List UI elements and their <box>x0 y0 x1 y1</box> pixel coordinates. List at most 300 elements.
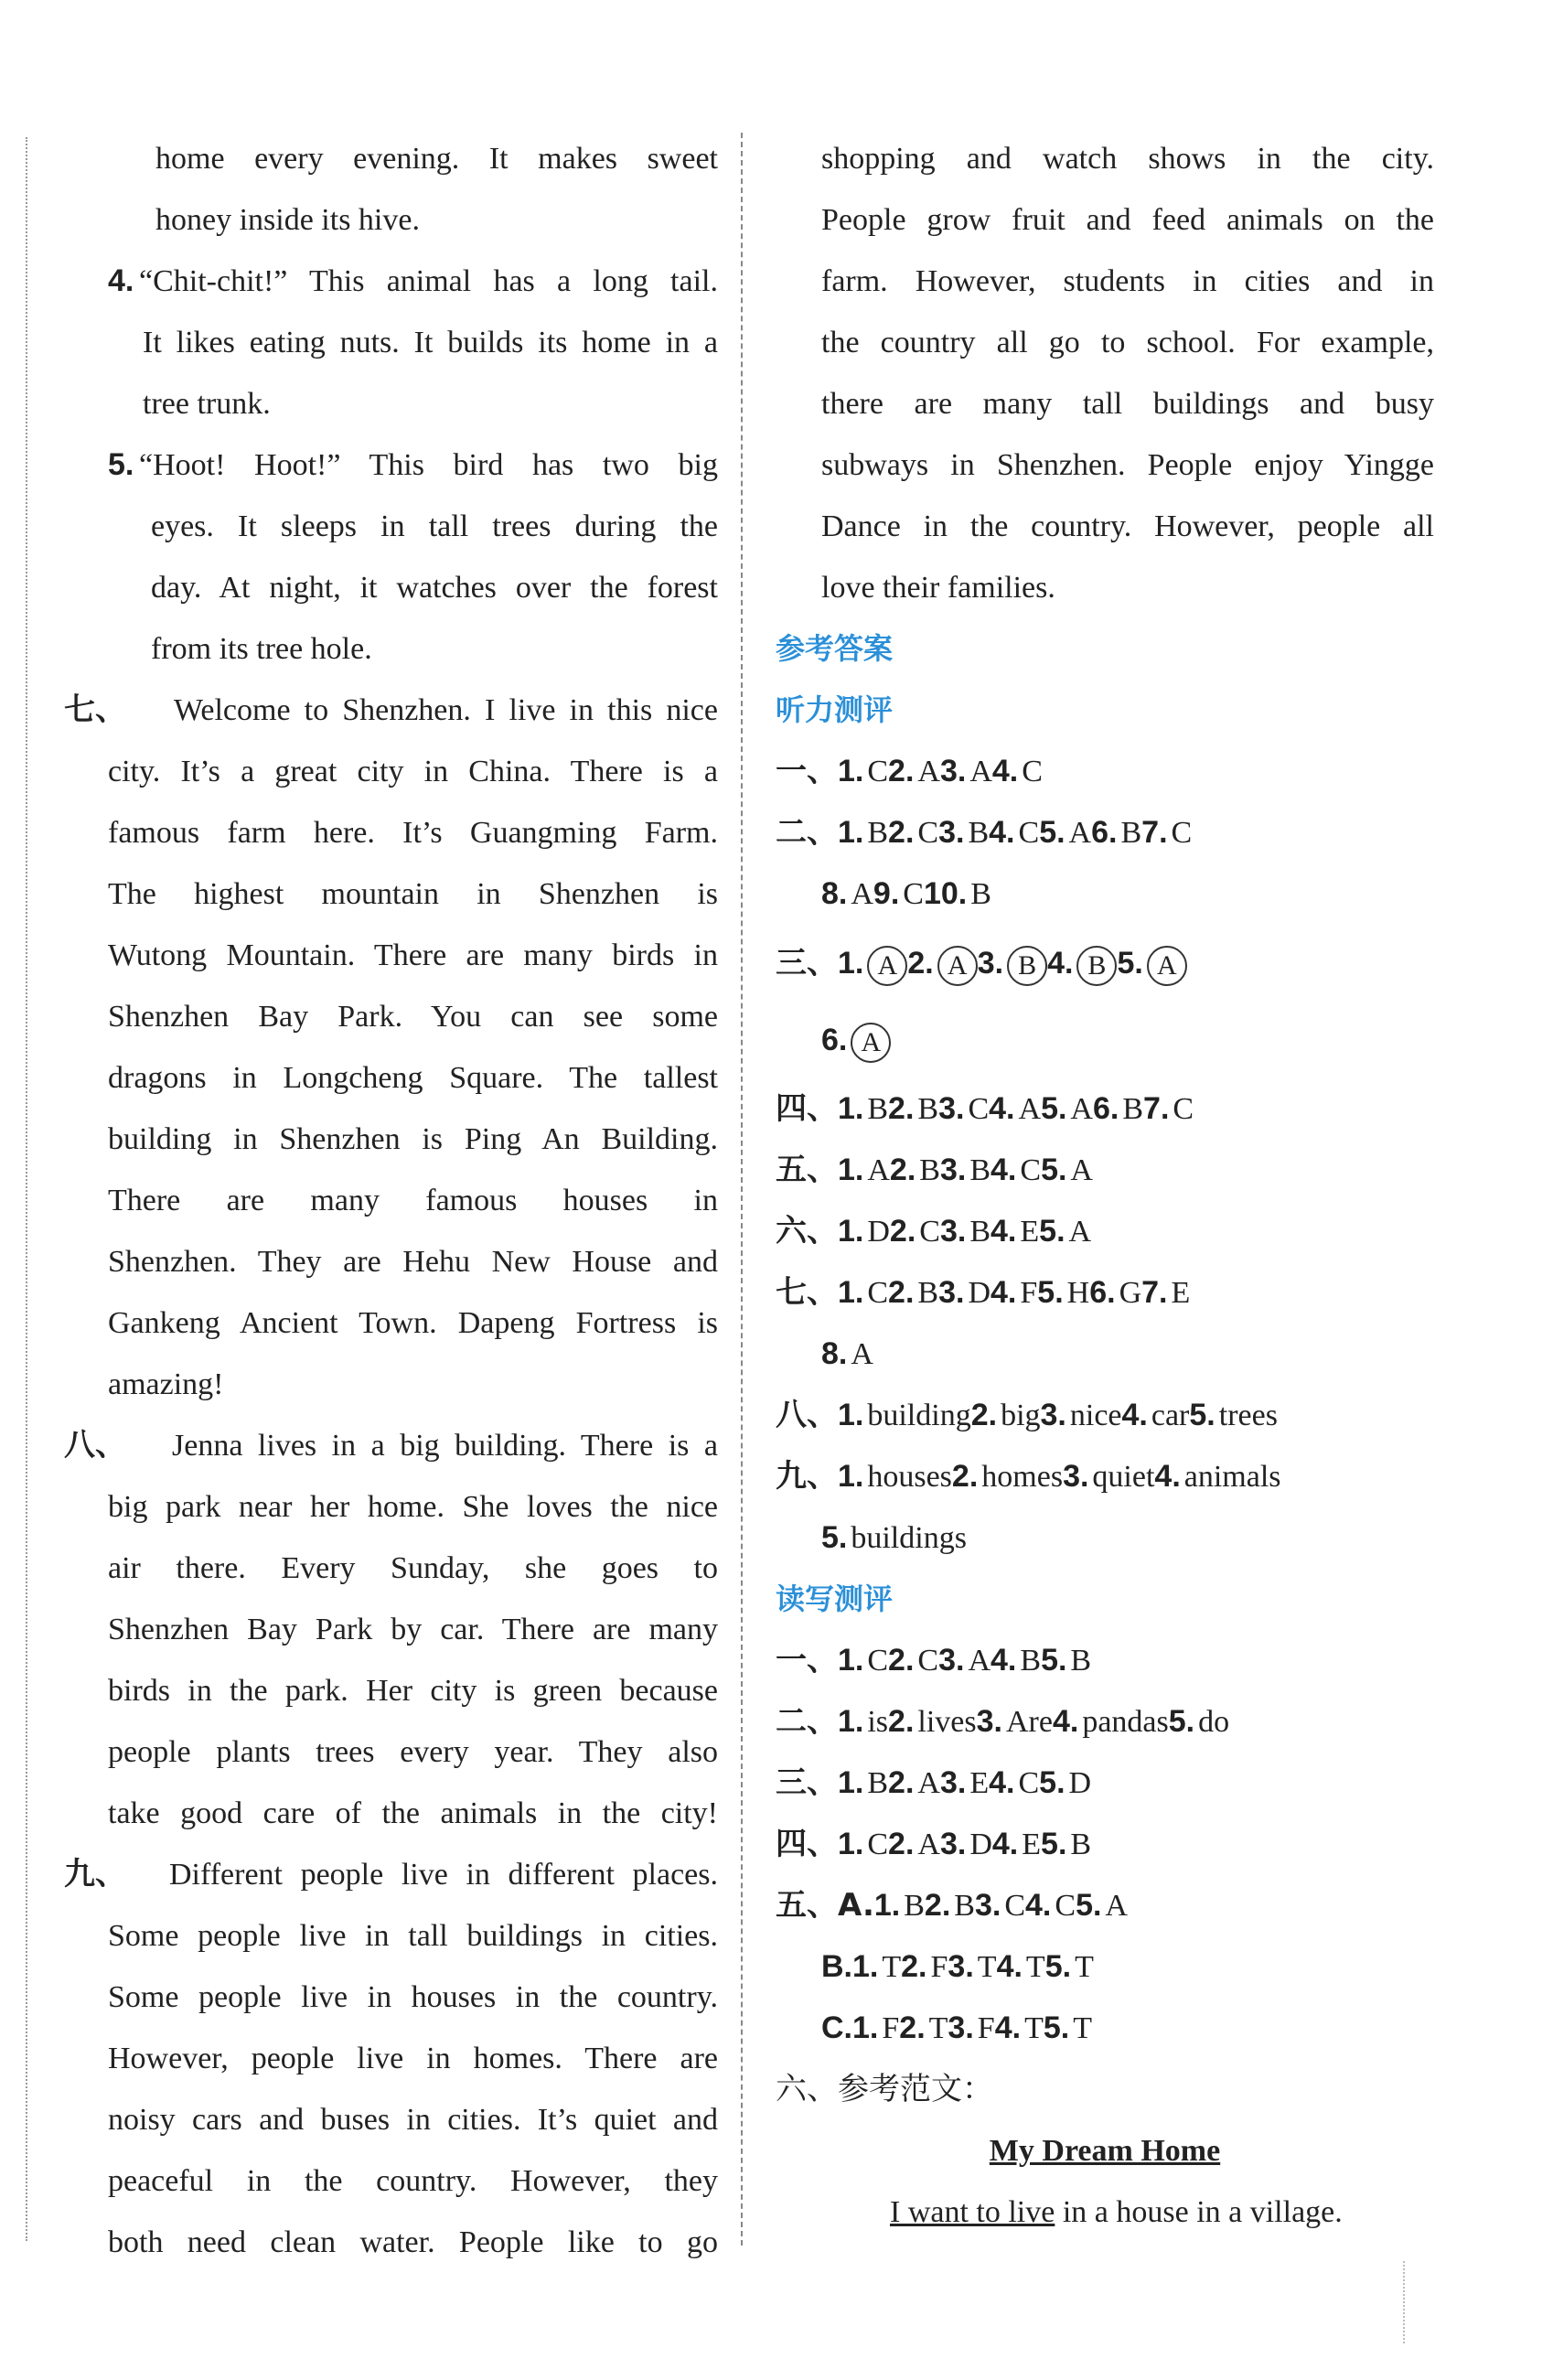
text-line: Some people live in tall buildings in cities. <box>108 1919 718 1953</box>
question-number: 1. <box>838 1827 864 1861</box>
answer-row <box>776 863 1434 925</box>
question-number: 10. <box>923 876 968 911</box>
answer-value: D <box>968 1276 991 1310</box>
answer-item <box>940 1814 992 1875</box>
answer-item <box>838 741 888 802</box>
question-number: 3. <box>938 1091 965 1126</box>
answer-value: B <box>954 1889 975 1923</box>
answer-value: C <box>1018 1766 1040 1800</box>
question-number: 1. <box>838 1275 864 1310</box>
answer-value: trees <box>1218 1399 1278 1432</box>
answer-item <box>1041 1140 1093 1201</box>
answer-item <box>991 1262 1037 1324</box>
question-number: 1. <box>852 1949 879 1984</box>
answer-value: E <box>1171 1276 1191 1310</box>
text-line: there are many tall buildings and busy <box>821 387 1434 421</box>
answer-value: A <box>851 877 873 911</box>
question-number: 5. <box>1043 2010 1070 2045</box>
answer-value: B <box>1122 1092 1144 1126</box>
answer-item <box>838 1446 952 1507</box>
answer-item <box>852 1936 901 1998</box>
item-5 <box>64 434 718 496</box>
reading-answers <box>776 1630 1434 2059</box>
section-number: 七、 <box>776 1274 838 1311</box>
answer-value: T <box>1024 2011 1044 2045</box>
answer-value: B <box>969 1153 991 1187</box>
answer-item <box>907 925 977 1002</box>
answer-value: C <box>1020 1153 1042 1187</box>
answer-value: lives <box>917 1705 977 1739</box>
question-number: 6. <box>1091 815 1118 850</box>
answer-value: F <box>930 1950 948 1984</box>
passage-continued <box>776 128 1434 618</box>
text-line: subways in Shenzhen. People enjoy Yingge <box>821 448 1434 482</box>
question-number: 4. <box>989 815 1015 850</box>
question-number: 4. <box>991 1827 1019 1861</box>
question-number: 6. <box>1092 1091 1119 1126</box>
answer-value: T <box>882 1950 902 1984</box>
answer-row <box>776 1875 1434 1936</box>
question-number: 5. <box>1041 1091 1067 1126</box>
answer-item <box>821 863 873 925</box>
answer-value: C <box>919 1215 940 1249</box>
answer-item <box>838 802 888 863</box>
question-number: 1. <box>838 754 864 788</box>
question-number: 5. <box>1039 815 1065 850</box>
section-number: 九、 <box>776 1458 838 1495</box>
text-line: amazing! <box>108 1367 224 1401</box>
answer-value: B <box>867 1092 889 1126</box>
binding-margin-line <box>26 137 27 2241</box>
answer-value: A <box>867 1153 890 1187</box>
answer-item <box>1141 802 1192 863</box>
question-number: 6. <box>1089 1275 1116 1310</box>
text-line: day. At night, it watches over the forest <box>151 571 718 605</box>
circled-answer: A <box>867 946 907 986</box>
answer-value: A <box>968 1644 991 1678</box>
text-line: love their families. <box>821 571 1055 605</box>
left-column <box>64 128 718 2273</box>
answer-value: F <box>1020 1276 1038 1310</box>
section-number: 九、 <box>64 1856 126 1892</box>
answer-value: D <box>1068 1766 1092 1800</box>
text-line: The highest mountain in Shenzhen is <box>108 877 718 911</box>
answer-value: T <box>977 1950 997 1984</box>
text-line: air there. Every Sunday, she goes to <box>108 1551 718 1585</box>
answer-item <box>888 1691 977 1753</box>
question-number: 5. <box>1039 1765 1065 1800</box>
answer-row <box>776 1936 1434 1998</box>
item-4 <box>64 251 718 312</box>
answer-item <box>888 1630 938 1691</box>
circled-answer: B <box>1076 946 1117 986</box>
question-number: 5. <box>1041 1643 1067 1678</box>
answer-item <box>838 1201 890 1262</box>
question-number: 7. <box>1143 1091 1170 1126</box>
question-number: 5. <box>1044 1949 1072 1984</box>
answer-item <box>925 1875 975 1936</box>
answer-value: A <box>1070 1092 1093 1126</box>
answer-item <box>821 1324 873 1385</box>
answer-value: E <box>1020 1215 1040 1249</box>
text-line: noisy cars and buses in cities. It’s quiet and <box>108 2103 718 2137</box>
question-number: 4. <box>991 1152 1017 1187</box>
answer-item <box>1143 1078 1194 1140</box>
essay-text: in a house in a village. <box>1055 2195 1343 2229</box>
answer-item <box>1041 1385 1122 1446</box>
question-number: 6. <box>821 1023 848 1057</box>
answer-value: C <box>867 1828 889 1861</box>
answer-item <box>940 1140 991 1201</box>
question-number: 2. <box>901 1949 927 1984</box>
answer-item <box>938 802 989 863</box>
question-number: 3. <box>939 1765 967 1800</box>
answer-item <box>890 1140 940 1201</box>
question-number: 3. <box>1040 1398 1066 1432</box>
text-line: building in Shenzhen is Ping An Building. <box>108 1122 718 1156</box>
answer-row <box>776 802 1434 863</box>
answer-value: A <box>1068 816 1092 850</box>
question-number: 2. <box>924 1888 951 1923</box>
question-number: 3. <box>948 2010 974 2045</box>
question-number: 5. <box>821 1520 848 1555</box>
text-line: Different people live in different places. <box>169 1858 718 1892</box>
answer-item <box>1045 1936 1094 1998</box>
question-number: 5. <box>1076 1888 1102 1923</box>
question-number: 3. <box>976 1704 1002 1739</box>
question-number: 4. <box>1121 1398 1148 1432</box>
question-number: 3. <box>938 815 965 850</box>
question-number: 3. <box>939 754 967 788</box>
essay-underlined-text: I want to live <box>890 2195 1055 2229</box>
section-number: 三、 <box>776 945 838 981</box>
answer-value: Are <box>1005 1705 1053 1739</box>
essay-title: My Dream Home <box>989 2134 1221 2168</box>
text-line: Jenna lives in a big building. There is a <box>172 1429 718 1463</box>
text-line: shopping and watch shows in the city. <box>821 142 1434 176</box>
text-line: However, people live in homes. There are <box>108 2042 718 2075</box>
question-number: 2. <box>970 1398 998 1432</box>
answer-value: C <box>1171 816 1193 850</box>
question-number: 3. <box>1063 1459 1089 1494</box>
section-number: 四、 <box>776 1090 838 1127</box>
answer-value: C <box>903 877 924 911</box>
section-number: 一、 <box>776 753 838 789</box>
section-number: 一、 <box>776 1642 838 1678</box>
answer-value: T <box>1073 2011 1092 2045</box>
answer-item <box>1041 1814 1091 1875</box>
question-number: 2. <box>907 946 934 981</box>
answer-row <box>776 1753 1434 1814</box>
circled-answer: A <box>851 1023 891 1063</box>
answer-value: quiet <box>1092 1460 1155 1494</box>
answer-item <box>1044 1998 1092 2059</box>
answer-value: A <box>1018 1092 1042 1126</box>
answer-row <box>776 1630 1434 1691</box>
answer-row <box>776 1507 1434 1569</box>
section-number: 五、 <box>776 1152 838 1188</box>
answer-value: animals <box>1183 1460 1281 1494</box>
answer-value: B <box>1070 1828 1092 1861</box>
text-line: the country all go to school. For example, <box>821 326 1434 359</box>
answer-item <box>991 1630 1041 1691</box>
text-line: People grow fruit and feed animals on the <box>821 203 1434 237</box>
question-number: 2. <box>888 1643 915 1678</box>
text-line: both need clean water. People like to go <box>108 2225 718 2259</box>
answer-row <box>776 1446 1434 1507</box>
text-line: honey inside its hive. <box>155 203 420 237</box>
answer-key-heading: 参考答案 <box>776 631 894 666</box>
question-number: 4. <box>994 2010 1022 2045</box>
answer-value: C <box>917 816 939 850</box>
right-column <box>776 128 1434 2243</box>
question-number: 2. <box>888 1091 915 1126</box>
answer-value: B <box>867 816 889 850</box>
section-9 <box>64 1844 718 1905</box>
answer-item <box>991 1140 1041 1201</box>
answer-value: A <box>917 1766 940 1800</box>
answer-value: houses <box>867 1460 952 1494</box>
answer-item <box>838 1753 888 1814</box>
answer-row <box>776 1140 1434 1201</box>
question-number: 3. <box>939 1152 967 1187</box>
answer-item <box>940 1201 991 1262</box>
answer-value: A <box>917 1828 940 1861</box>
question-number: 3. <box>939 1214 967 1249</box>
answer-value: B <box>968 816 990 850</box>
circled-answer: B <box>1007 946 1047 986</box>
circled-answer: A <box>937 946 978 986</box>
answer-item <box>1089 1262 1141 1324</box>
answer-row <box>776 1385 1434 1446</box>
question-number: 1. <box>838 1398 864 1432</box>
answer-value: C <box>1055 1889 1076 1923</box>
item-number: 5. <box>108 447 134 482</box>
question-number: 2. <box>951 1459 979 1494</box>
sample-essay-label: 六、参考范文： <box>776 2071 993 2107</box>
answer-value: B <box>970 877 991 911</box>
essay-first-line <box>776 2182 1434 2243</box>
question-number: 5. <box>1117 946 1143 981</box>
section-8 <box>64 1415 718 1476</box>
answer-row <box>776 1201 1434 1262</box>
answer-value: C <box>867 1276 889 1310</box>
listening-answers <box>776 741 1434 1569</box>
text-line: home every evening. It makes sweet <box>155 142 718 176</box>
text-line: eyes. It sleeps in tall trees during the <box>151 509 718 543</box>
answer-value: D <box>969 1828 992 1861</box>
reading-heading: 读写测评 <box>776 1581 894 1616</box>
answer-row <box>776 1814 1434 1875</box>
text-line: city. It’s a great city in China. There is a <box>108 755 718 788</box>
answer-value: C <box>917 1644 939 1678</box>
answer-value: B <box>917 1276 939 1310</box>
answer-item <box>838 1691 888 1753</box>
text-line: famous farm here. It’s Guangming Farm. <box>108 816 718 850</box>
question-number: 1. <box>838 1459 864 1494</box>
answer-item <box>938 1630 991 1691</box>
question-number: 1. <box>838 1643 864 1678</box>
question-number: 2. <box>888 1704 915 1739</box>
text-line: “Hoot! Hoot!” This bird has two big <box>139 448 718 482</box>
answer-item <box>978 925 1047 1002</box>
question-number: 4. <box>1154 1459 1181 1494</box>
question-number: 5. <box>1037 1275 1064 1310</box>
answer-value: is <box>867 1705 889 1739</box>
text-line: Shenzhen. They are Hehu New House and <box>108 1245 718 1279</box>
section-number: 五、A. <box>776 1887 874 1924</box>
question-number: 5. <box>1039 1214 1065 1249</box>
answer-value: C <box>1173 1092 1194 1126</box>
answer-value: F <box>882 2011 900 2045</box>
answer-item <box>952 1446 1063 1507</box>
answer-value: T <box>928 2011 948 2045</box>
answer-item <box>888 1078 938 1140</box>
question-number: 1. <box>838 946 864 981</box>
answer-item <box>989 802 1039 863</box>
text-line: Gankeng Ancient Town. Dapeng Fortress is <box>108 1306 718 1340</box>
question-number: 5. <box>1168 1704 1195 1739</box>
question-number: 5. <box>1041 1827 1067 1861</box>
text-line: Welcome to Shenzhen. I live in this nice <box>174 693 718 727</box>
answer-item <box>1063 1446 1154 1507</box>
question-number: 1. <box>838 1152 864 1187</box>
section-number: 六、 <box>776 1213 838 1249</box>
question-number: 1. <box>838 1765 864 1800</box>
question-number: 4. <box>991 1214 1017 1249</box>
answer-item <box>874 1875 925 1936</box>
question-number: 4. <box>1052 1704 1079 1739</box>
answer-value: B <box>917 1092 939 1126</box>
answer-item <box>901 1936 948 1998</box>
answer-value: B <box>969 1215 991 1249</box>
column-divider <box>741 133 743 2246</box>
answer-value: G <box>1119 1276 1142 1310</box>
question-number: 2. <box>888 1765 915 1800</box>
answer-item <box>852 1998 899 2059</box>
answer-item <box>888 1814 940 1875</box>
question-number: 1. <box>852 2010 879 2045</box>
question-number: 4. <box>989 1091 1015 1126</box>
answer-item <box>890 1201 940 1262</box>
answer-item <box>1091 802 1141 863</box>
answer-value: A <box>1105 1889 1128 1923</box>
text-line: “Chit-chit!” This animal has a long tail. <box>139 264 718 298</box>
answer-item <box>1039 802 1091 863</box>
answer-item <box>1141 1262 1190 1324</box>
text-line: There are many famous houses in <box>108 1184 718 1217</box>
answer-value: A <box>917 755 940 788</box>
text-line: tree trunk. <box>143 387 271 421</box>
section-7 <box>64 680 718 741</box>
answer-item <box>938 1262 991 1324</box>
text-line: people plants trees every year. They also <box>108 1735 718 1769</box>
text-line: from its tree hole. <box>151 632 372 666</box>
text-line: Dance in the country. However, people all <box>821 509 1434 543</box>
answer-item <box>1041 1630 1091 1691</box>
answer-value: T <box>1075 1950 1094 1984</box>
answer-value: C <box>867 1644 889 1678</box>
section-number: 八、 <box>776 1397 838 1433</box>
question-number: 4. <box>991 1643 1017 1678</box>
text-line: Shenzhen Bay Park by car. There are many <box>108 1613 718 1646</box>
text-line: take good care of the animals in the city! <box>108 1796 718 1830</box>
question-number: 1. <box>838 1704 864 1739</box>
section-number: C. <box>821 2010 852 2045</box>
answer-value: C <box>1022 755 1043 788</box>
answer-item <box>888 1753 940 1814</box>
answer-item <box>940 741 992 802</box>
question-number: 8. <box>821 876 848 911</box>
answer-item <box>838 1814 888 1875</box>
answer-value: B <box>904 1889 925 1923</box>
answer-value: A <box>969 755 992 788</box>
answer-value: A <box>1070 1153 1093 1187</box>
answer-item <box>1037 1262 1089 1324</box>
answer-item <box>838 1078 888 1140</box>
answer-value: homes <box>981 1460 1064 1494</box>
answer-value: B <box>1120 816 1142 850</box>
answer-value: A <box>1068 1215 1092 1249</box>
section-number: B. <box>821 1949 852 1984</box>
answer-item <box>1154 1446 1280 1507</box>
answer-item <box>838 1262 888 1324</box>
answer-item <box>873 863 924 925</box>
text-line: dragons in Longcheng Square. The tallest <box>108 1061 718 1095</box>
answer-item <box>821 1507 967 1569</box>
answer-item <box>1039 1753 1091 1814</box>
answer-item <box>977 1691 1053 1753</box>
section-number: 二、 <box>776 814 838 851</box>
listening-heading: 听力测评 <box>776 692 894 727</box>
question-number: 2. <box>889 1152 916 1187</box>
question-number: 2. <box>888 815 915 850</box>
question-number: 5. <box>1041 1152 1067 1187</box>
answer-row <box>776 1998 1434 2059</box>
question-number: 7. <box>1141 1275 1168 1310</box>
text-line: Shenzhen Bay Park. You can see some <box>108 1000 718 1034</box>
answer-item <box>1047 925 1117 1002</box>
answer-value: B <box>1020 1644 1042 1678</box>
question-number: 4. <box>996 1949 1023 1984</box>
answer-value: E <box>969 1766 990 1800</box>
answer-item <box>1189 1385 1278 1446</box>
text-line: Wutong Mountain. There are many birds in <box>108 938 718 972</box>
answer-value: big <box>1001 1399 1041 1432</box>
question-number: 2. <box>888 1827 915 1861</box>
text-line: birds in the park. Her city is green because <box>108 1674 718 1708</box>
item-number: 4. <box>108 263 134 298</box>
question-number: 4. <box>991 754 1019 788</box>
answer-item <box>975 1875 1025 1936</box>
answer-value: E <box>1022 1828 1042 1861</box>
answer-row <box>776 1691 1434 1753</box>
answer-value: D <box>867 1215 890 1249</box>
answer-item <box>924 863 991 925</box>
answer-item <box>948 1936 996 1998</box>
answer-item <box>821 1002 891 1079</box>
question-number: 3. <box>974 1888 1001 1923</box>
answer-item <box>1122 1385 1190 1446</box>
margin-dots <box>1403 2261 1405 2343</box>
answer-item <box>948 1998 994 2059</box>
question-number: 3. <box>938 1643 965 1678</box>
answer-row <box>776 1002 1434 1078</box>
answer-item <box>838 1140 890 1201</box>
question-number: 8. <box>821 1336 848 1371</box>
answer-item <box>1041 1078 1093 1140</box>
question-number: 3. <box>977 946 1004 981</box>
